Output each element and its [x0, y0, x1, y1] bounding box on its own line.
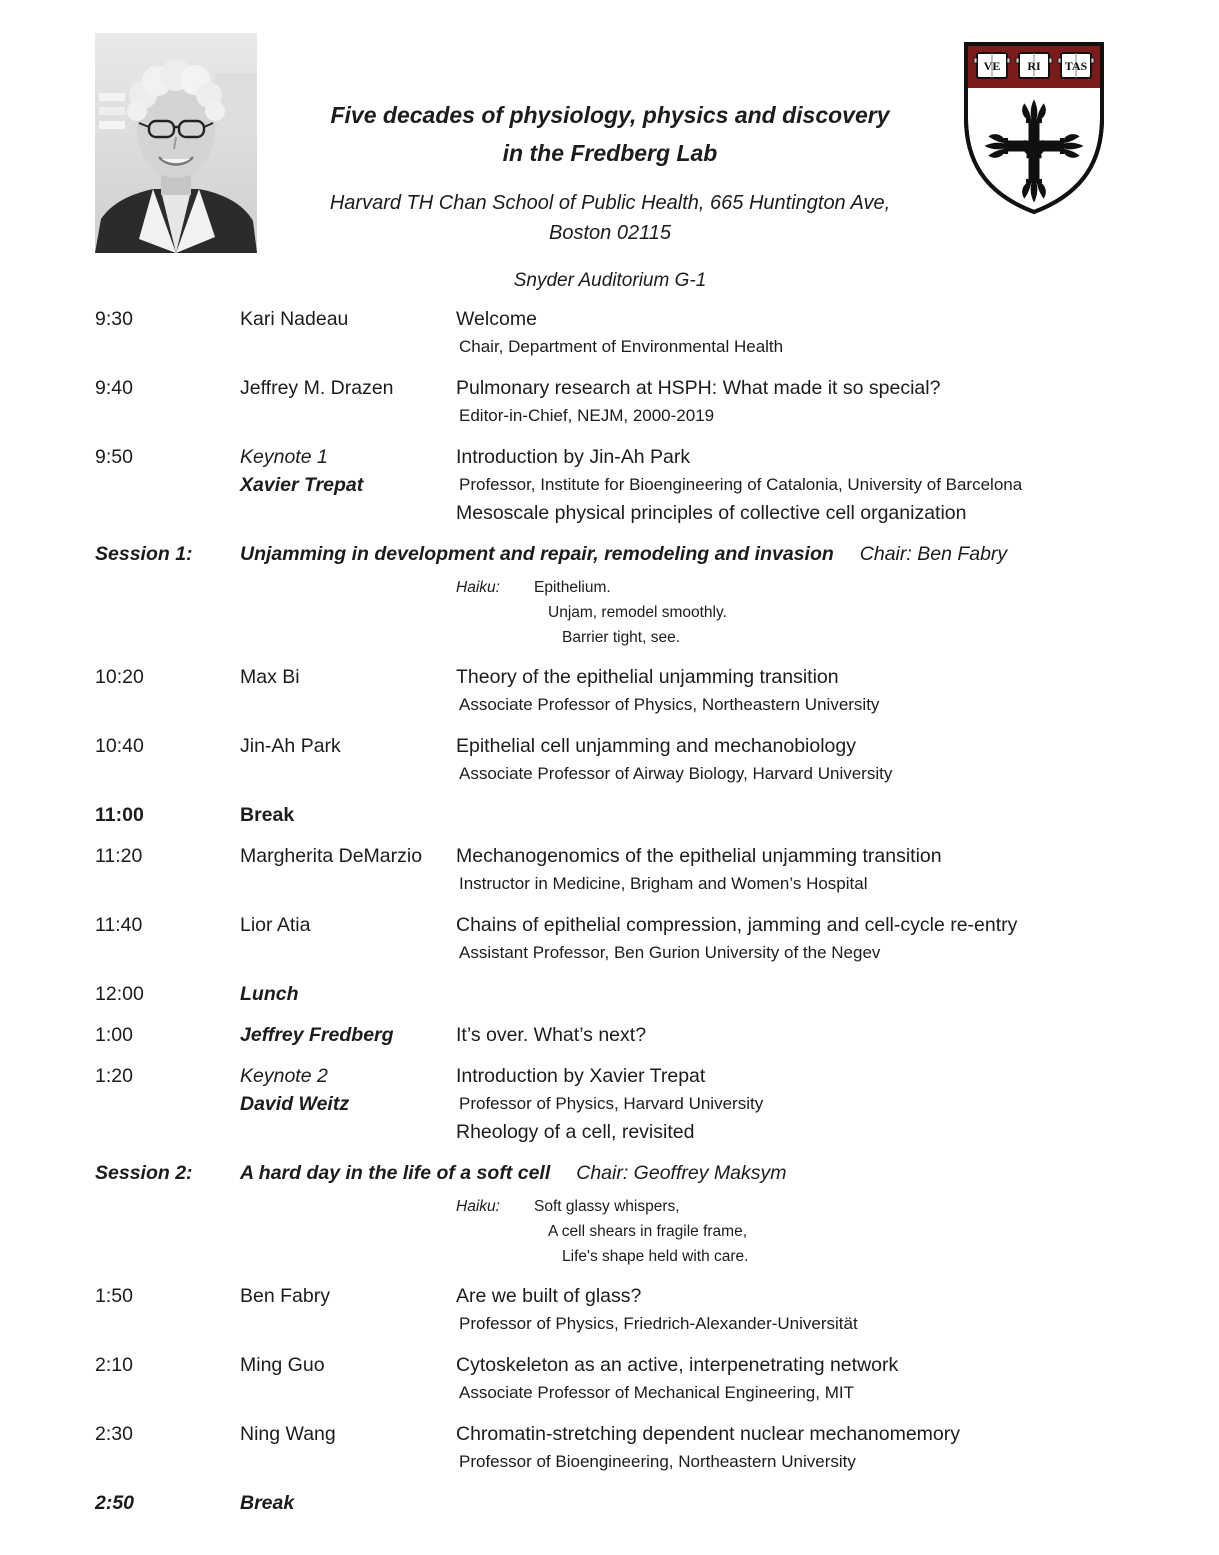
- talk-row: [95, 1021, 1185, 1049]
- time: 1:20: [95, 1065, 133, 1087]
- address-line-2: Boston 02115: [549, 222, 671, 244]
- header-block: [240, 96, 980, 292]
- address-line-1: Harvard TH Chan School of Public Health, 665 Huntington Ave,: [329, 192, 891, 214]
- talk-row: [95, 842, 1185, 898]
- speaker: [240, 1420, 456, 1448]
- talk-lines: [456, 305, 1185, 361]
- speaker-name: Lior Atia: [240, 914, 311, 936]
- portrait-photo-graphic: [95, 33, 257, 253]
- session-body: [240, 1159, 1185, 1187]
- talk-lines: [456, 1021, 1185, 1049]
- talk-row: [95, 305, 1185, 361]
- talk-lines: [456, 663, 1185, 719]
- haiku-row: [95, 1194, 1185, 1269]
- time: 9:40: [95, 377, 133, 399]
- speaker-name: Jeffrey Fredberg: [240, 1024, 394, 1046]
- talk-affiliation: Chair, Department of Environmental Health: [459, 337, 784, 356]
- time: 11:00: [95, 804, 144, 826]
- speaker-name: Keynote 2: [240, 1065, 328, 1087]
- speaker: [240, 374, 456, 402]
- talk-lines: [456, 1420, 1185, 1476]
- talk-title: Chains of epithelial compression, jamming and cell-cycle re-entry: [456, 914, 1018, 936]
- session-chair: Chair: Ben Fabry: [859, 543, 1008, 565]
- talk-affiliation: Associate Professor of Airway Biology, Harvard University: [459, 764, 893, 783]
- speaker: [240, 1282, 456, 1310]
- talk-lines: [456, 1062, 1185, 1146]
- speaker: [240, 1351, 456, 1379]
- time: 11:20: [95, 845, 143, 867]
- session-body: [240, 540, 1185, 568]
- talk-row: [95, 732, 1185, 788]
- talk-title: Theory of the epithelial unjamming transition: [456, 666, 839, 688]
- haiku-lines: [534, 575, 727, 650]
- talk-row: [95, 374, 1185, 430]
- session-title: A hard day in the life of a soft cell: [240, 1162, 551, 1184]
- time: 10:40: [95, 735, 144, 757]
- time: 9:30: [95, 308, 133, 330]
- time: 2:30: [95, 1423, 133, 1445]
- talk-row: [95, 1351, 1185, 1407]
- auditorium: Snyder Auditorium G-1: [513, 270, 707, 291]
- svg-text:TAS: TAS: [1064, 59, 1088, 73]
- speaker-name: Xavier Trepat: [240, 474, 364, 496]
- talk-title: Cytoskeleton as an active, interpenetrating network: [456, 1354, 899, 1376]
- session-label: Session 1:: [95, 543, 193, 565]
- session-title: Unjamming in development and repair, remodeling and invasion: [240, 543, 834, 565]
- time: 2:10: [95, 1354, 133, 1376]
- talk-lines: [456, 1282, 1185, 1338]
- harvard-shield-graphic: [958, 36, 1110, 220]
- talk-affiliation: Professor of Physics, Friedrich-Alexander-Universität: [459, 1314, 858, 1333]
- break-label: Lunch: [240, 983, 299, 1005]
- title-line-1: Five decades of physiology, physics and discovery: [330, 102, 890, 128]
- talk-title: Chromatin-stretching dependent nuclear mechanomemory: [456, 1423, 961, 1445]
- speaker: [240, 443, 456, 499]
- talk-affiliation: Professor of Bioengineering, Northeastern University: [459, 1452, 856, 1471]
- talk-title: Introduction by Xavier Trepat: [456, 1065, 706, 1087]
- haiku-line: Barrier tight, see.: [562, 629, 681, 646]
- talk-affiliation: Professor, Institute for Bioengineering of Catalonia, University of Barcelona: [459, 475, 1023, 494]
- talk-lines: [456, 443, 1185, 527]
- talk-row: [95, 663, 1185, 719]
- title-line-2: in the Fredberg Lab: [502, 140, 718, 166]
- talk-row: [95, 911, 1185, 967]
- session-row: [95, 540, 1185, 568]
- speaker-name: Jeffrey M. Drazen: [240, 377, 394, 399]
- talk-affiliation: Assistant Professor, Ben Gurion University of the Negev: [459, 943, 881, 962]
- time: 11:40: [95, 914, 143, 936]
- talk-row: [95, 1282, 1185, 1338]
- break-row: [95, 980, 1185, 1008]
- venue-address: [240, 188, 980, 248]
- talk-title: Mechanogenomics of the epithelial unjamming transition: [456, 845, 942, 867]
- haiku-line: Epithelium.: [534, 579, 611, 596]
- talk-title: Epithelial cell unjamming and mechanobiology: [456, 735, 856, 757]
- break-label: Break: [240, 804, 295, 826]
- speaker-name: Ning Wang: [240, 1423, 336, 1445]
- haiku-block: [456, 575, 1185, 650]
- schedule: [95, 305, 1185, 1530]
- haiku-label: Haiku:: [456, 1198, 500, 1215]
- session-label: Session 2:: [95, 1162, 193, 1184]
- haiku-label: Haiku:: [456, 579, 500, 596]
- speaker-name: David Weitz: [240, 1093, 350, 1115]
- speaker-name: Keynote 1: [240, 446, 328, 468]
- haiku-line: Soft glassy whispers,: [534, 1198, 680, 1215]
- talk-row: [95, 443, 1185, 527]
- haiku-line: A cell shears in fragile frame,: [548, 1223, 748, 1240]
- speaker: [240, 732, 456, 760]
- haiku-row: [95, 575, 1185, 650]
- speaker-name: Jin-Ah Park: [240, 735, 341, 757]
- speaker: [240, 842, 456, 870]
- talk-title: Introduction by Jin-Ah Park: [456, 446, 691, 468]
- talk-row: [95, 1420, 1185, 1476]
- talk-lines: [456, 1351, 1185, 1407]
- speaker: [240, 1062, 456, 1118]
- talk-affiliation: Associate Professor of Mechanical Engineering, MIT: [459, 1383, 854, 1402]
- time: 1:00: [95, 1024, 133, 1046]
- time: 9:50: [95, 446, 133, 468]
- talk-affiliation: Associate Professor of Physics, Northeastern University: [459, 695, 880, 714]
- speaker-name: Ben Fabry: [240, 1285, 330, 1307]
- time: 2:50: [95, 1492, 135, 1514]
- talk-lines: [456, 911, 1185, 967]
- talk-affiliation: Instructor in Medicine, Brigham and Women’s Hospital: [459, 874, 868, 893]
- talk-title: Welcome: [456, 308, 537, 330]
- time: 12:00: [95, 983, 144, 1005]
- veritas-books: [974, 53, 1094, 78]
- speaker: [240, 305, 456, 333]
- talk-title: Are we built of glass?: [456, 1285, 642, 1307]
- svg-text:RI: RI: [1027, 59, 1041, 73]
- speaker: [240, 911, 456, 939]
- talk-lines: [456, 732, 1185, 788]
- session-chair: Chair: Geoffrey Maksym: [576, 1162, 787, 1184]
- haiku-line: Life's shape held with care.: [562, 1248, 749, 1265]
- talk-lines: [456, 842, 1185, 898]
- talk-affiliation: Professor of Physics, Harvard University: [459, 1094, 764, 1113]
- talk-title: Mesoscale physical principles of collective cell organization: [456, 502, 967, 524]
- haiku-lines: [534, 1194, 748, 1269]
- break-row: [95, 801, 1185, 829]
- break-row: [95, 1489, 1185, 1517]
- talk-title: Pulmonary research at HSPH: What made it so special?: [456, 377, 941, 399]
- break-label: Break: [240, 1492, 295, 1514]
- time: 10:20: [95, 666, 144, 688]
- talk-title: It’s over. What’s next?: [456, 1024, 647, 1046]
- time: 1:50: [95, 1285, 133, 1307]
- talk-title: Rheology of a cell, revisited: [456, 1121, 695, 1143]
- speaker: [240, 663, 456, 691]
- page-title: [240, 96, 980, 172]
- svg-text:VE: VE: [983, 59, 1001, 73]
- speaker-name: Kari Nadeau: [240, 308, 349, 330]
- harvard-shield: [958, 36, 1110, 220]
- haiku-block: [456, 1194, 1185, 1269]
- talk-affiliation: Editor-in-Chief, NEJM, 2000-2019: [459, 406, 715, 425]
- talk-row: [95, 1062, 1185, 1146]
- speaker-name: Margherita DeMarzio: [240, 845, 423, 867]
- speaker-name: Ming Guo: [240, 1354, 325, 1376]
- portrait-photo: [95, 33, 257, 253]
- haiku-line: Unjam, remodel smoothly.: [548, 604, 727, 621]
- session-row: [95, 1159, 1185, 1187]
- talk-lines: [456, 374, 1185, 430]
- speaker: [240, 1021, 456, 1049]
- speaker-name: Max Bi: [240, 666, 300, 688]
